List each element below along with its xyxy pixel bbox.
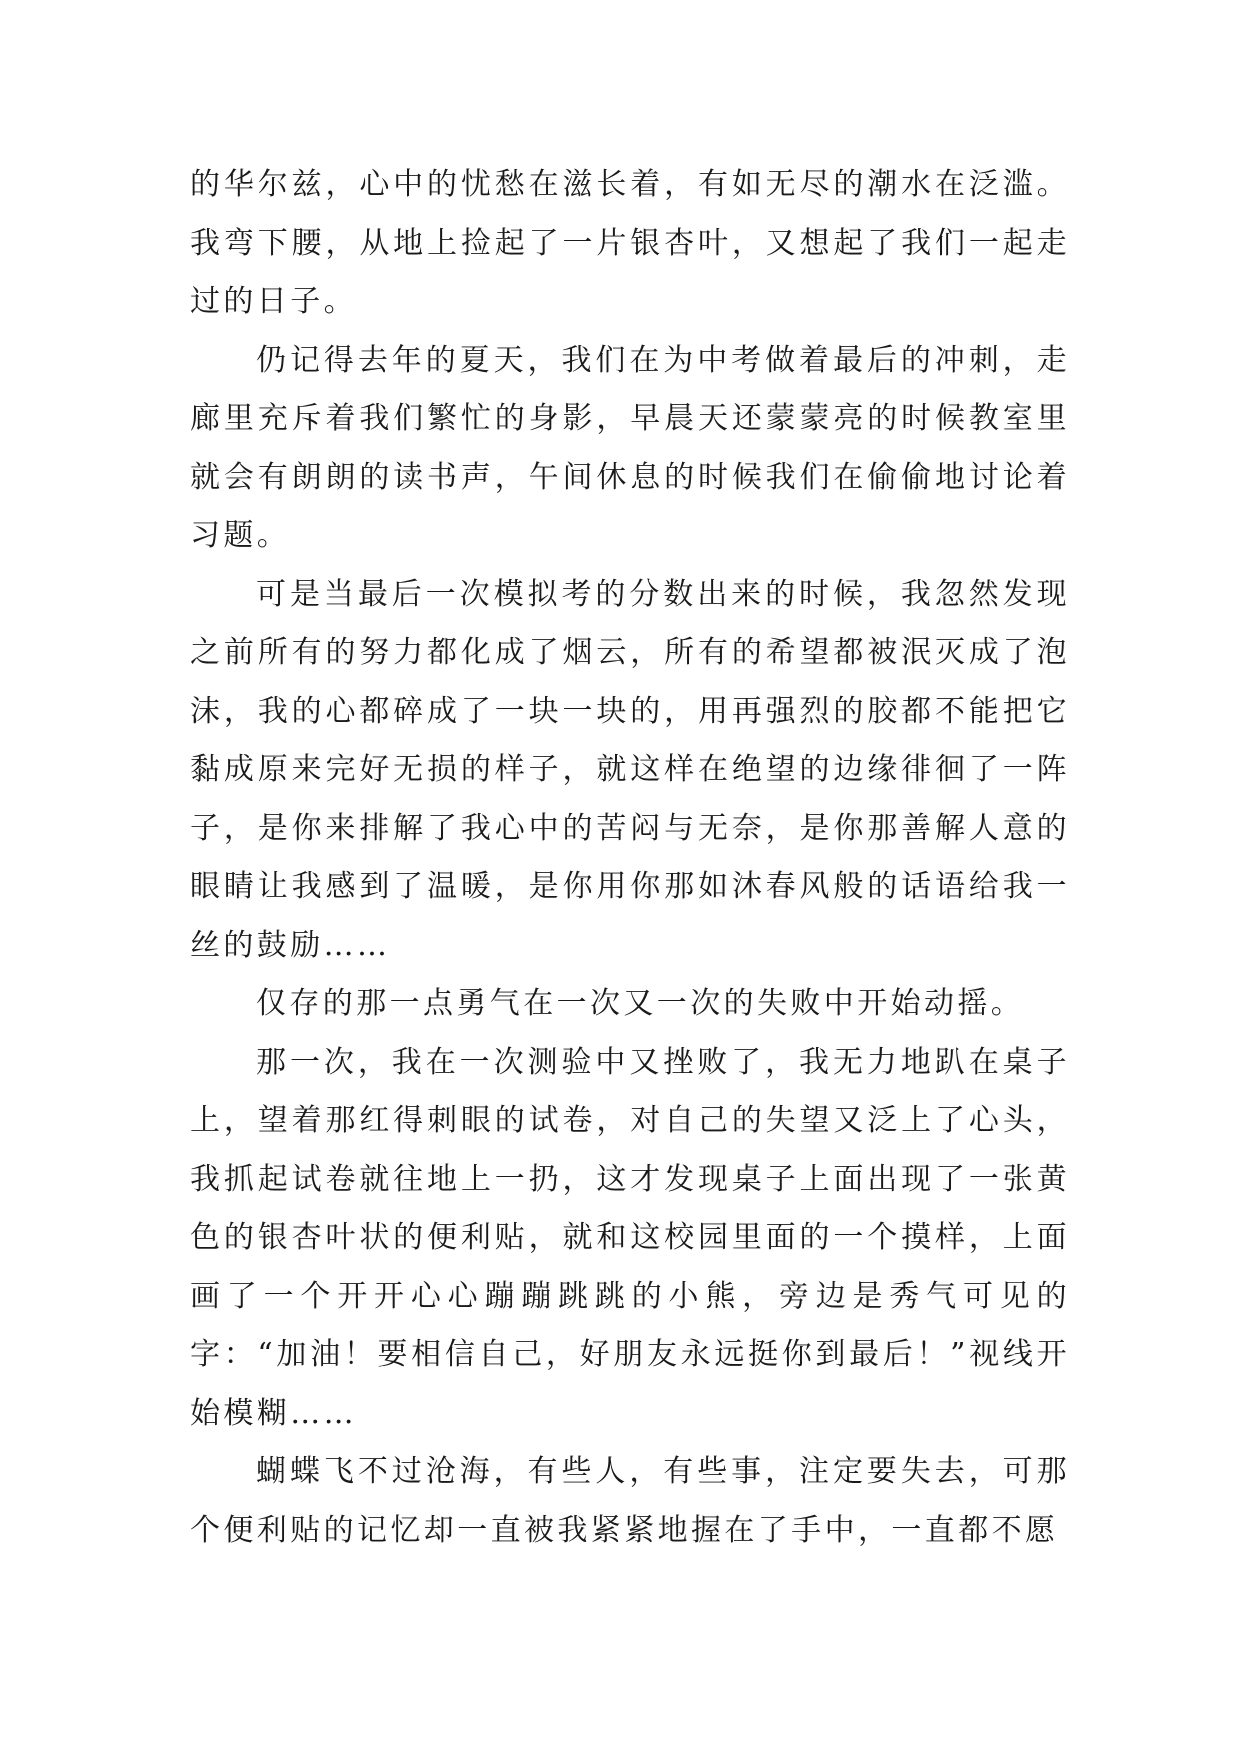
paragraph-2: 仍记得去年的夏天，我们在为中考做着最后的冲刺，走廊里充斥着我们繁忙的身影，早晨天还蒙蒙亮的时候教室里就会有朗朗的读书声，午间休息的时候我们在偷偷地讨论着习题。 <box>190 342 1070 553</box>
paragraph-3: 可是当最后一次模拟考的分数出来的时候，我忽然发现之前所有的努力都化成了烟云，所有的希望都被泯灭成了泡沫，我的心都碎成了一块一块的，用再强烈的胶都不能把它黏成原来完好无损的样子，就这样在绝望的边缘徘徊了一阵子，是你来排解了我心中的苦闷与无奈，是你那善解人意的眼睛让我感到了温暖，是你用你那如沐春风般的话语给我一丝的鼓励…… <box>190 576 1070 963</box>
paragraph-1: 的华尔兹，心中的忧愁在滋长着，有如无尽的潮水在泛滥。我弯下腰，从地上捡起了一片银杏叶，又想起了我们一起走过的日子。 <box>190 167 1070 319</box>
body-text <box>190 156 1070 1560</box>
paragraph-4: 仅存的那一点勇气在一次又一次的失败中开始动摇。 <box>256 986 1025 1021</box>
paragraph-5: 那一次，我在一次测验中又挫败了，我无力地趴在桌子上，望着那红得刺眼的试卷，对自己的失望又泛上了心头，我抓起试卷就往地上一扔，这才发现桌子上面出现了一张黄色的银杏叶状的便利贴，就和这校园里面的一个摸样，上面画了一个开开心心蹦蹦跳跳的小熊，旁边是秀气可见的字：“加油！要相信自己，好朋友永远挺你到最后！”视线开始模糊…… <box>190 1044 1070 1431</box>
paragraph-6: 蝴蝶飞不过沧海，有些人，有些事，注定要失去，可那个便利贴的记忆却一直被我紧紧地握在了手中，一直都不愿 <box>190 1454 1070 1548</box>
